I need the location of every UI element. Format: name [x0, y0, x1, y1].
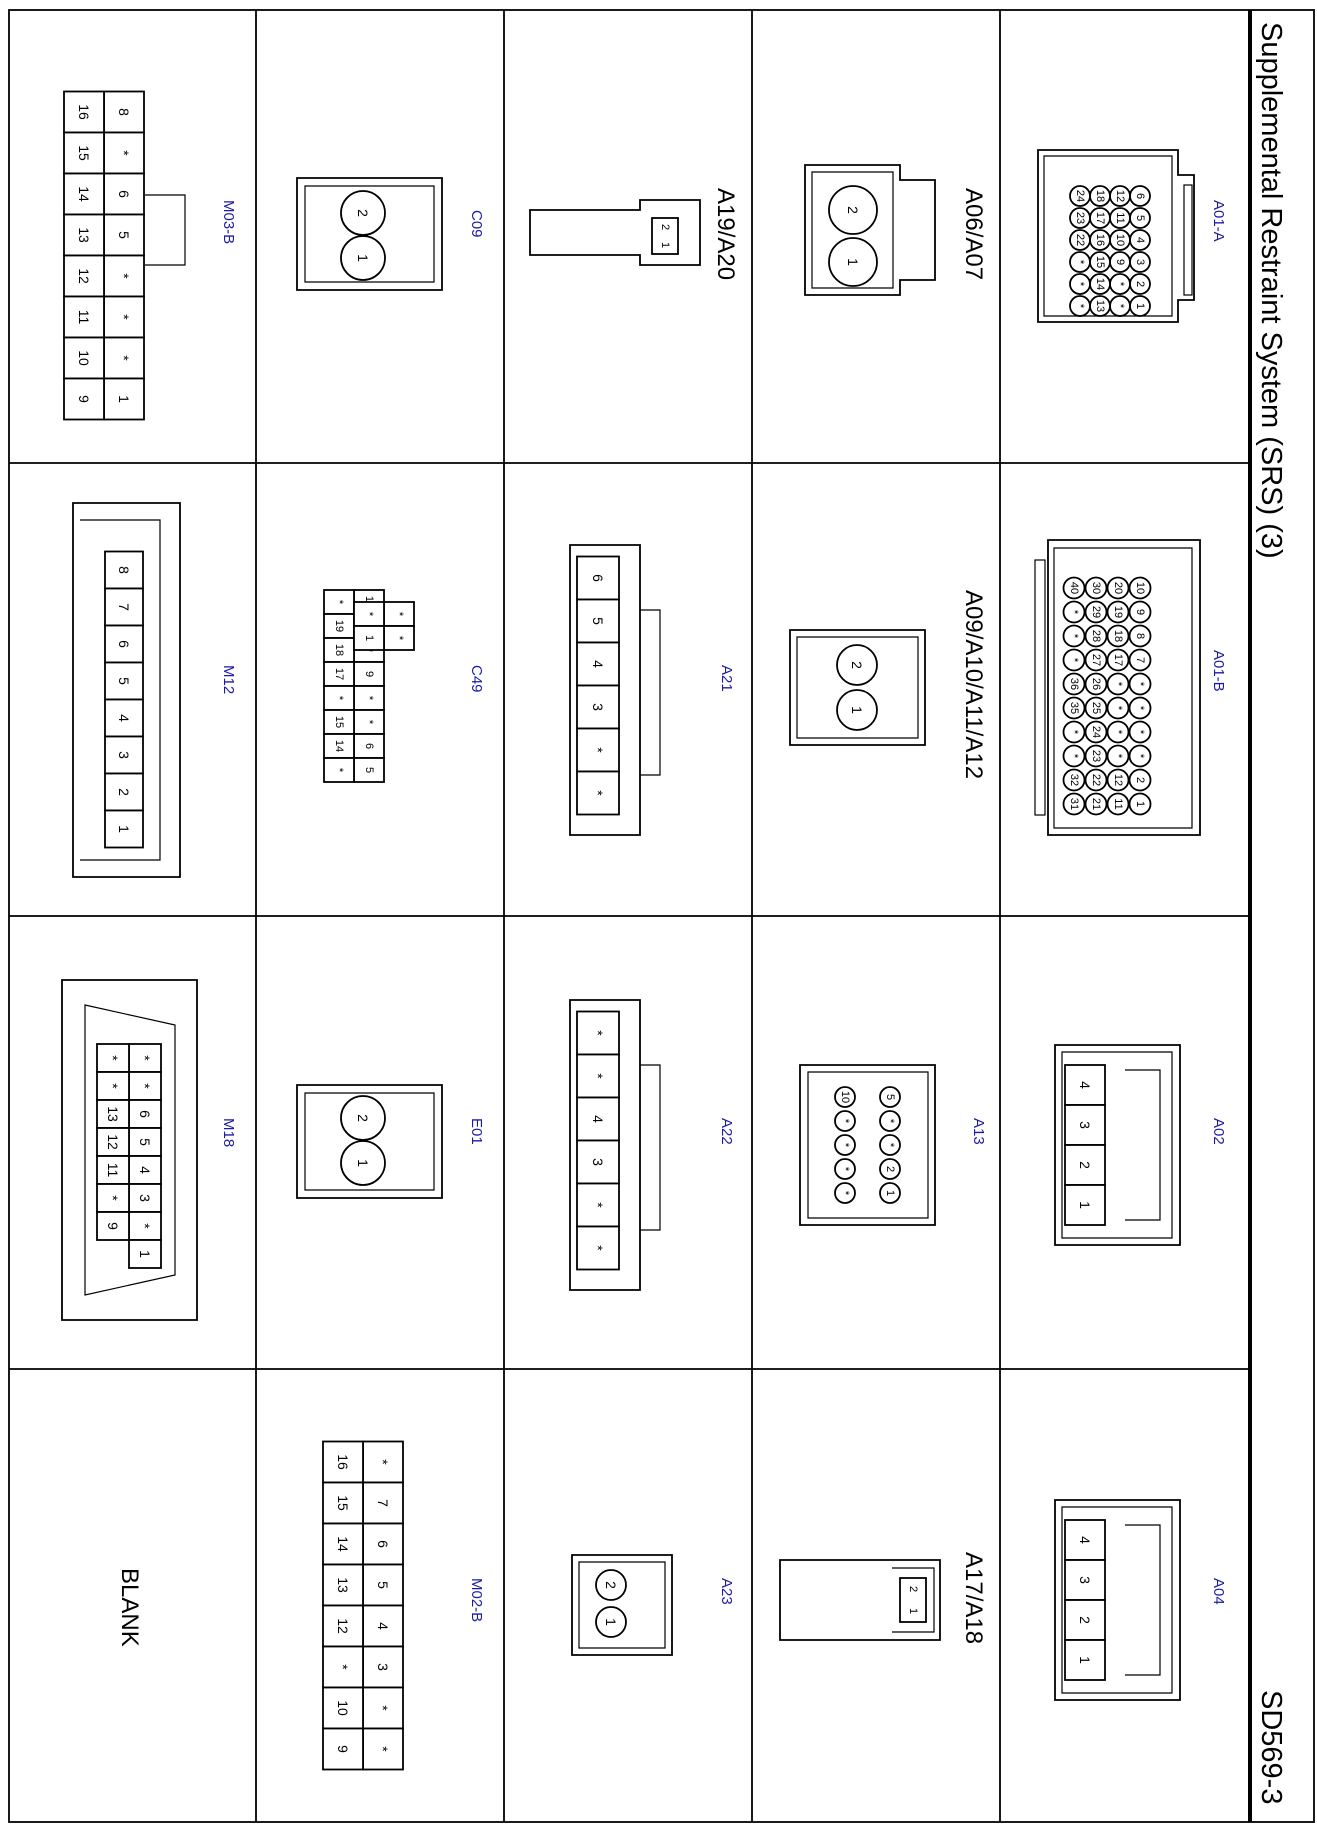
pin-number: 22 — [1090, 773, 1102, 787]
connector-m12 — [73, 503, 237, 877]
pin-number: 9 — [105, 1222, 121, 1230]
pin-number: 13 — [105, 1106, 121, 1122]
label-a06-a07: A06/A07 — [960, 188, 987, 281]
pin-number: 2 — [659, 223, 671, 231]
pin-number: 4 — [590, 660, 606, 668]
pin-number: 5 — [137, 1138, 153, 1146]
pin-number: * — [590, 1202, 606, 1208]
pin-number: * — [1134, 681, 1146, 687]
pin-number: 3 — [116, 751, 132, 759]
pin-number: * — [1112, 705, 1124, 711]
pin-number: 2 — [116, 788, 132, 796]
pin-number: * — [363, 719, 375, 725]
pin-number: 1 — [1077, 1656, 1093, 1664]
pin-number: 1 — [137, 1250, 153, 1258]
pin-number: 16 — [1094, 233, 1106, 247]
connector-a19-a20 — [530, 188, 739, 280]
connector-a23 — [572, 1555, 735, 1655]
pin-number: * — [363, 611, 375, 617]
pin-number: 1 — [849, 706, 865, 714]
pin-number: 4 — [375, 1622, 391, 1630]
connector-a01b — [1035, 540, 1227, 835]
pin-number: 3 — [375, 1663, 391, 1671]
pin-number: 2 — [884, 1165, 896, 1173]
pin-number: 11 — [105, 1162, 121, 1178]
pin-number: 10 — [1134, 581, 1146, 595]
connector-m18 — [62, 980, 237, 1320]
pin-number: 16 — [76, 104, 92, 120]
pin-number: * — [333, 767, 345, 773]
pin-number: 3 — [137, 1194, 153, 1202]
pin-number: 14 — [335, 1536, 351, 1552]
pin-number: 40 — [1068, 581, 1080, 595]
pin-number: 10 — [76, 350, 92, 366]
pin-number: * — [1068, 729, 1080, 735]
pin-number: 19 — [1112, 605, 1124, 619]
pin-number: 20 — [1112, 581, 1124, 595]
pin-number: * — [105, 1195, 121, 1201]
pin-number: 8 — [116, 108, 132, 116]
pin-number: 35 — [1068, 701, 1080, 715]
pin-number: 15 — [333, 715, 345, 729]
pin-number: * — [1068, 609, 1080, 615]
pin-number: 3 — [590, 703, 606, 711]
pin-number: 23 — [1074, 211, 1086, 225]
pin-number: 8 — [1134, 632, 1146, 640]
pin-number: 4 — [116, 714, 132, 722]
label-a01b: A01-B — [1210, 650, 1227, 692]
pin-number: 3 — [590, 1158, 606, 1166]
pin-number: 3 — [1077, 1121, 1093, 1129]
pin-number: * — [116, 314, 132, 320]
pin-number: 1 — [116, 825, 132, 833]
pin-number: 27 — [1090, 653, 1102, 667]
pin-number: 5 — [1134, 214, 1146, 222]
pin-number: 2 — [845, 206, 861, 214]
pin-number: 18 — [1112, 629, 1124, 643]
pin-number: 14 — [76, 186, 92, 202]
label-c09: C09 — [468, 210, 485, 238]
pin-number: 7 — [375, 1499, 391, 1507]
pin-number: 17 — [1094, 211, 1106, 225]
pin-number: 15 — [76, 145, 92, 161]
page-code: SD569-3 — [1255, 1690, 1287, 1805]
pin-number: 9 — [335, 1745, 351, 1753]
pin-number: 19 — [333, 619, 345, 633]
pin-number: 1 — [1134, 302, 1146, 310]
label-a01a: A01-A — [1210, 200, 1227, 242]
pin-number: 36 — [1068, 677, 1080, 691]
pin-number: 2 — [355, 209, 371, 217]
pin-number: * — [1074, 281, 1086, 287]
pin-number: * — [333, 695, 345, 701]
connector-a21 — [570, 545, 735, 835]
label-a09-a12: A09/A10/A11/A12 — [960, 590, 987, 780]
pin-number: 11 — [76, 309, 92, 325]
pin-number: * — [1068, 753, 1080, 759]
pin-number: 8 — [116, 566, 132, 574]
pin-number: * — [1134, 753, 1146, 759]
pin-number: 15 — [1094, 255, 1106, 269]
pin-number: 2 — [1134, 280, 1146, 288]
pin-number: 18 — [333, 643, 345, 657]
pin-number: 17 — [333, 667, 345, 681]
pin-number: 12 — [76, 268, 92, 284]
pin-number: 1 — [659, 241, 671, 249]
pin-number: 26 — [1090, 677, 1102, 691]
pin-number: 4 — [137, 1166, 153, 1174]
pin-number: * — [116, 355, 132, 361]
pin-number: 13 — [76, 227, 92, 243]
pin-number: 2 — [603, 1581, 619, 1589]
pin-number: 1 — [845, 258, 861, 266]
connector-a17-a18 — [780, 1552, 987, 1644]
pin-number: * — [1068, 657, 1080, 663]
connector-a06-a07 — [805, 165, 987, 295]
pin-number: 11 — [1114, 212, 1126, 224]
pin-number: * — [1114, 303, 1126, 309]
pin-number: 15 — [335, 1495, 351, 1511]
connector-a22 — [570, 1000, 735, 1290]
label-a22: A22 — [718, 1118, 735, 1145]
pin-number: 6 — [590, 574, 606, 582]
pin-number: 5 — [116, 677, 132, 685]
connector-c09 — [297, 178, 485, 290]
connector-a04 — [1055, 1500, 1227, 1700]
pin-number: 7 — [116, 603, 132, 611]
pin-number: 17 — [1112, 653, 1124, 667]
connector-a13 — [800, 1065, 987, 1225]
pin-number: 14 — [333, 739, 345, 753]
pin-number: * — [1074, 259, 1086, 265]
pin-number: 1 — [363, 634, 375, 642]
pin-number: 10 — [839, 1090, 851, 1104]
connector-a02 — [1055, 1045, 1227, 1245]
pin-number: * — [116, 273, 132, 279]
label-a04: A04 — [1210, 1578, 1227, 1605]
pin-number: 32 — [1068, 773, 1080, 787]
pin-number: 1 — [884, 1189, 896, 1197]
pin-number: 2 — [1077, 1161, 1093, 1169]
label-a13: A13 — [970, 1118, 987, 1145]
pin-number: 30 — [1090, 581, 1102, 595]
pin-number: * — [137, 1223, 153, 1229]
pin-number: * — [590, 1030, 606, 1036]
pin-number: 23 — [1090, 749, 1102, 763]
pin-number: 1 — [1134, 800, 1146, 808]
pin-number: * — [884, 1118, 896, 1124]
pin-number: 5 — [884, 1093, 896, 1101]
connector-c49 — [324, 590, 485, 782]
pin-number: * — [363, 695, 375, 701]
pin-number: * — [105, 1083, 121, 1089]
pin-number: 18 — [1094, 189, 1106, 203]
pin-number: 6 — [116, 640, 132, 648]
connector-e01 — [297, 1085, 485, 1198]
pin-number: 6 — [375, 1540, 391, 1548]
pin-number: 5 — [116, 231, 132, 239]
pin-number: * — [1074, 303, 1086, 309]
pin-number: * — [839, 1118, 851, 1124]
pin-number: 6 — [363, 742, 375, 750]
pin-number: 24 — [1090, 725, 1102, 739]
pin-number: 4 — [1134, 236, 1146, 244]
pin-number: 21 — [1090, 797, 1102, 811]
pin-number: 1 — [355, 1159, 371, 1167]
pin-number: 1 — [603, 1618, 619, 1626]
pin-number: 24 — [1074, 189, 1086, 203]
pin-number: 1 — [116, 395, 132, 403]
pin-number: * — [590, 747, 606, 753]
pin-number: 5 — [375, 1581, 391, 1589]
pin-number: 12 — [105, 1134, 121, 1150]
pin-number: 6 — [1134, 192, 1146, 200]
pin-number: 4 — [590, 1115, 606, 1123]
pin-number: * — [1114, 281, 1126, 287]
pin-number: 1 — [1077, 1201, 1093, 1209]
pin-number: * — [1134, 705, 1146, 711]
pin-number: * — [590, 1245, 606, 1251]
pin-number: * — [393, 611, 405, 617]
pin-number: * — [839, 1166, 851, 1172]
pin-number: 28 — [1090, 629, 1102, 643]
pin-number: * — [105, 1055, 121, 1061]
label-m12: M12 — [220, 665, 237, 695]
blank-cell-label: BLANK — [116, 1568, 143, 1647]
pin-number: 1 — [907, 1607, 919, 1615]
pin-number: 12 — [1114, 189, 1126, 203]
pin-number: 5 — [363, 766, 375, 774]
label-a23: A23 — [718, 1578, 735, 1605]
pin-number: 6 — [116, 190, 132, 198]
label-a21: A21 — [718, 665, 735, 692]
pin-number: 13 — [335, 1577, 351, 1593]
pin-number: 5 — [590, 617, 606, 625]
pin-number: 3 — [1077, 1576, 1093, 1584]
pin-number: 10 — [1114, 233, 1126, 247]
label-m02b: M02-B — [468, 1578, 485, 1623]
label-m03b: M03-B — [220, 200, 237, 245]
pin-number: * — [137, 1083, 153, 1089]
pin-number: 29 — [1090, 605, 1102, 619]
pin-number: 2 — [355, 1114, 371, 1122]
pin-number: 13 — [1094, 299, 1106, 313]
pin-number: * — [335, 1664, 351, 1670]
pin-number: 3 — [1134, 258, 1146, 266]
pin-number: 9 — [76, 395, 92, 403]
pin-number: 16 — [335, 1454, 351, 1470]
pin-number: * — [1112, 681, 1124, 687]
pin-number: * — [1112, 753, 1124, 759]
pin-number: * — [375, 1459, 391, 1465]
pin-number: 9 — [363, 670, 375, 678]
pin-number: 12 — [335, 1618, 351, 1634]
label-e01: E01 — [468, 1118, 485, 1145]
pin-number: * — [375, 1705, 391, 1711]
pin-number: * — [839, 1190, 851, 1196]
pin-number: * — [333, 599, 345, 605]
pin-number: * — [839, 1142, 851, 1148]
pin-number: 1 — [355, 254, 371, 262]
pin-number: 22 — [1074, 233, 1086, 247]
page-title: Supplemental Restraint System (SRS) (3) — [1255, 22, 1287, 559]
pin-number: 4 — [1077, 1536, 1093, 1544]
connector-m03b — [64, 92, 237, 420]
pin-number: * — [590, 1073, 606, 1079]
pin-number: * — [1134, 729, 1146, 735]
pin-number: 25 — [1090, 701, 1102, 715]
connector-a09-a12 — [790, 590, 987, 779]
pin-number: 6 — [137, 1110, 153, 1118]
pin-number: * — [1112, 729, 1124, 735]
pin-number: * — [116, 150, 132, 156]
label-m18: M18 — [220, 1118, 237, 1148]
pin-number: * — [1068, 633, 1080, 639]
label-c49: C49 — [468, 665, 485, 693]
connector-a01a — [1038, 150, 1227, 322]
pin-number: 31 — [1068, 797, 1080, 811]
pin-number: 7 — [1134, 656, 1146, 664]
pin-number: 9 — [1114, 258, 1126, 266]
label-a19-a20: A19/A20 — [712, 188, 739, 281]
pin-number: * — [590, 790, 606, 796]
pin-number: 12 — [1112, 773, 1124, 787]
pin-number: 9 — [1134, 608, 1146, 616]
label-a17-a18: A17/A18 — [960, 1552, 987, 1645]
pin-number: 2 — [907, 1585, 919, 1593]
pin-number: 2 — [849, 661, 865, 669]
pin-number: 10 — [335, 1700, 351, 1716]
connector-m02b — [323, 1442, 485, 1770]
pin-number: * — [393, 635, 405, 641]
pin-number: * — [884, 1142, 896, 1148]
label-a02: A02 — [1210, 1118, 1227, 1145]
pin-number: * — [137, 1055, 153, 1061]
pin-number: 4 — [1077, 1081, 1093, 1089]
pin-number: 2 — [1134, 776, 1146, 784]
pin-number: 14 — [1094, 277, 1106, 291]
pin-number: 11 — [1112, 798, 1124, 810]
pin-number: 2 — [1077, 1616, 1093, 1624]
pin-number: * — [375, 1746, 391, 1752]
